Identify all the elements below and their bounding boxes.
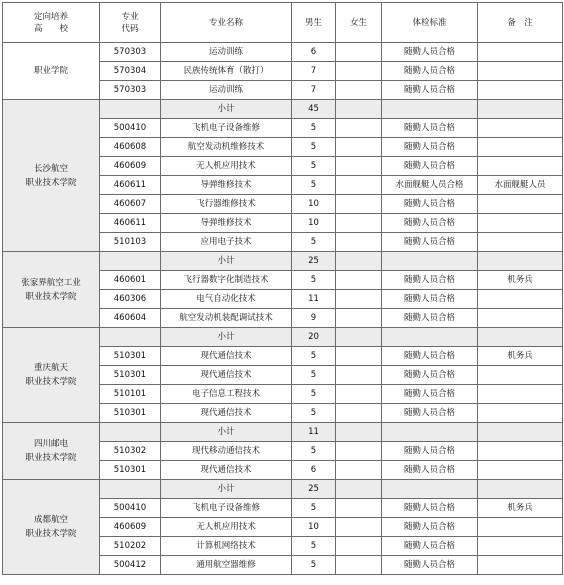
cell-male: 5 — [292, 138, 336, 157]
cell-code: 510301 — [100, 461, 161, 480]
cell-male: 10 — [292, 195, 336, 214]
cell-major: 飞行器数字化制造技术 — [161, 271, 292, 290]
cell-note — [478, 233, 563, 252]
cell-code: 500410 — [100, 499, 161, 518]
cell-exam: 随勤人员合格 — [382, 290, 478, 309]
cell-exam: 随勤人员合格 — [382, 81, 478, 100]
cell-note: 机务兵 — [478, 271, 563, 290]
table-body — [3, 3, 563, 575]
cell-note — [478, 385, 563, 404]
cell-female — [336, 366, 382, 385]
school-name: 职业学院 — [3, 43, 100, 100]
cell-major: 电气自动化技术 — [161, 290, 292, 309]
cell-note — [478, 404, 563, 423]
cell-male: 5 — [292, 347, 336, 366]
cell-female — [336, 271, 382, 290]
subtotal-code — [100, 480, 161, 499]
subtotal-label: 小计 — [161, 423, 292, 442]
cell-note — [478, 442, 563, 461]
cell-exam: 随勤人员合格 — [382, 442, 478, 461]
cell-major: 无人机应用技术 — [161, 157, 292, 176]
cell-female — [336, 62, 382, 81]
cell-note — [478, 309, 563, 328]
cell-code: 510301 — [100, 347, 161, 366]
cell-note — [478, 62, 563, 81]
cell-exam: 随勤人员合格 — [382, 271, 478, 290]
cell-note — [478, 138, 563, 157]
header-code: 专业 代码 — [100, 3, 161, 43]
subtotal-female — [336, 423, 382, 442]
cell-note — [478, 119, 563, 138]
enrollment-table — [2, 2, 563, 575]
cell-major: 现代通信技术 — [161, 461, 292, 480]
subtotal-label: 小计 — [161, 252, 292, 271]
subtotal-label: 小计 — [161, 480, 292, 499]
cell-exam: 水面舰艇人员合格 — [382, 176, 478, 195]
cell-exam: 随勤人员合格 — [382, 499, 478, 518]
cell-note — [478, 157, 563, 176]
cell-male: 5 — [292, 157, 336, 176]
cell-major: 计算机网络技术 — [161, 537, 292, 556]
cell-male: 5 — [292, 556, 336, 575]
cell-code: 460601 — [100, 271, 161, 290]
school-name: 成都航空 职业技术学院 — [3, 480, 100, 575]
cell-major: 飞行器维修技术 — [161, 195, 292, 214]
cell-exam: 随勤人员合格 — [382, 309, 478, 328]
cell-exam: 随勤人员合格 — [382, 233, 478, 252]
subtotal-row — [3, 252, 563, 271]
cell-code: 510101 — [100, 385, 161, 404]
subtotal-female — [336, 100, 382, 119]
subtotal-row — [3, 480, 563, 499]
cell-code: 570303 — [100, 43, 161, 62]
cell-note — [478, 537, 563, 556]
header-note: 备 注 — [478, 3, 563, 43]
cell-exam: 随勤人员合格 — [382, 157, 478, 176]
cell-exam: 随勤人员合格 — [382, 43, 478, 62]
cell-code: 460604 — [100, 309, 161, 328]
cell-note — [478, 518, 563, 537]
header-school: 定向培养 高 校 — [3, 3, 100, 43]
cell-code: 460306 — [100, 290, 161, 309]
subtotal-row — [3, 100, 563, 119]
cell-male: 11 — [292, 290, 336, 309]
cell-exam: 随勤人员合格 — [382, 404, 478, 423]
cell-major: 电子信息工程技术 — [161, 385, 292, 404]
school-name: 四川邮电 职业技术学院 — [3, 423, 100, 480]
cell-male: 5 — [292, 442, 336, 461]
header-row — [3, 3, 563, 43]
cell-female — [336, 347, 382, 366]
subtotal-note — [478, 423, 563, 442]
cell-code: 510301 — [100, 404, 161, 423]
subtotal-exam — [382, 100, 478, 119]
subtotal-note — [478, 328, 563, 347]
cell-female — [336, 404, 382, 423]
cell-major: 飞机电子设备维修 — [161, 119, 292, 138]
subtotal-value: 25 — [292, 252, 336, 271]
cell-major: 导弹维修技术 — [161, 176, 292, 195]
subtotal-exam — [382, 423, 478, 442]
cell-male: 5 — [292, 499, 336, 518]
subtotal-female — [336, 328, 382, 347]
cell-male: 10 — [292, 518, 336, 537]
cell-exam: 随勤人员合格 — [382, 461, 478, 480]
cell-male: 5 — [292, 271, 336, 290]
cell-code: 460609 — [100, 157, 161, 176]
cell-exam: 随勤人员合格 — [382, 385, 478, 404]
cell-female — [336, 214, 382, 233]
cell-note: 机务兵 — [478, 347, 563, 366]
subtotal-exam — [382, 328, 478, 347]
subtotal-row — [3, 423, 563, 442]
cell-exam: 随勤人员合格 — [382, 537, 478, 556]
cell-note — [478, 214, 563, 233]
cell-female — [336, 385, 382, 404]
cell-female — [336, 309, 382, 328]
cell-exam: 随勤人员合格 — [382, 138, 478, 157]
cell-exam: 随勤人员合格 — [382, 119, 478, 138]
school-name: 重庆航天 职业技术学院 — [3, 328, 100, 423]
cell-major: 航空发动机装配调试技术 — [161, 309, 292, 328]
cell-note — [478, 195, 563, 214]
cell-major: 应用电子技术 — [161, 233, 292, 252]
subtotal-code — [100, 252, 161, 271]
cell-major: 现代移动通信技术 — [161, 442, 292, 461]
cell-female — [336, 461, 382, 480]
cell-major: 无人机应用技术 — [161, 518, 292, 537]
cell-major: 现代通信技术 — [161, 366, 292, 385]
cell-male: 5 — [292, 176, 336, 195]
cell-female — [336, 195, 382, 214]
cell-female — [336, 138, 382, 157]
subtotal-code — [100, 328, 161, 347]
cell-code: 510302 — [100, 442, 161, 461]
cell-major: 民族传统体育（散打） — [161, 62, 292, 81]
table-row — [3, 43, 563, 62]
cell-female — [336, 290, 382, 309]
cell-major: 飞机电子设备维修 — [161, 499, 292, 518]
cell-female — [336, 556, 382, 575]
subtotal-note — [478, 252, 563, 271]
cell-female — [336, 499, 382, 518]
subtotal-value: 20 — [292, 328, 336, 347]
cell-female — [336, 157, 382, 176]
cell-note — [478, 43, 563, 62]
subtotal-exam — [382, 480, 478, 499]
cell-male: 10 — [292, 214, 336, 233]
cell-major: 通用航空器维修 — [161, 556, 292, 575]
cell-code: 500410 — [100, 119, 161, 138]
cell-note — [478, 366, 563, 385]
subtotal-label: 小计 — [161, 328, 292, 347]
subtotal-note — [478, 480, 563, 499]
subtotal-row — [3, 328, 563, 347]
cell-note — [478, 556, 563, 575]
subtotal-female — [336, 252, 382, 271]
header-major: 专业名称 — [161, 3, 292, 43]
subtotal-value: 11 — [292, 423, 336, 442]
cell-exam: 随勤人员合格 — [382, 195, 478, 214]
cell-exam: 随勤人员合格 — [382, 518, 478, 537]
cell-exam: 随勤人员合格 — [382, 62, 478, 81]
school-name: 张家界航空工业 职业技术学院 — [3, 252, 100, 328]
subtotal-code — [100, 423, 161, 442]
cell-note — [478, 461, 563, 480]
subtotal-value: 25 — [292, 480, 336, 499]
cell-code: 510301 — [100, 366, 161, 385]
header-male: 男生 — [292, 3, 336, 43]
cell-male: 5 — [292, 537, 336, 556]
cell-male: 5 — [292, 366, 336, 385]
cell-major: 现代通信技术 — [161, 404, 292, 423]
cell-female — [336, 43, 382, 62]
cell-male: 5 — [292, 385, 336, 404]
cell-male: 7 — [292, 62, 336, 81]
cell-note: 机务兵 — [478, 499, 563, 518]
cell-note — [478, 290, 563, 309]
cell-code: 460607 — [100, 195, 161, 214]
cell-code: 510202 — [100, 537, 161, 556]
cell-code: 570304 — [100, 62, 161, 81]
cell-code: 460608 — [100, 138, 161, 157]
cell-female — [336, 537, 382, 556]
cell-code: 460609 — [100, 518, 161, 537]
cell-code: 460611 — [100, 176, 161, 195]
cell-male: 6 — [292, 43, 336, 62]
cell-code: 570303 — [100, 81, 161, 100]
header-female: 女生 — [336, 3, 382, 43]
cell-female — [336, 233, 382, 252]
cell-major: 运动训练 — [161, 81, 292, 100]
school-name: 长沙航空 职业技术学院 — [3, 100, 100, 252]
cell-male: 5 — [292, 119, 336, 138]
subtotal-female — [336, 480, 382, 499]
cell-female — [336, 442, 382, 461]
subtotal-note — [478, 100, 563, 119]
header-exam: 体检标准 — [382, 3, 478, 43]
cell-male: 7 — [292, 81, 336, 100]
cell-major: 运动训练 — [161, 43, 292, 62]
cell-male: 9 — [292, 309, 336, 328]
subtotal-code — [100, 100, 161, 119]
cell-female — [336, 176, 382, 195]
cell-exam: 随勤人员合格 — [382, 366, 478, 385]
cell-exam: 随勤人员合格 — [382, 347, 478, 366]
cell-male: 6 — [292, 461, 336, 480]
cell-exam: 随勤人员合格 — [382, 556, 478, 575]
subtotal-label: 小计 — [161, 100, 292, 119]
cell-female — [336, 518, 382, 537]
cell-major: 导弹维修技术 — [161, 214, 292, 233]
cell-male: 5 — [292, 404, 336, 423]
cell-major: 现代通信技术 — [161, 347, 292, 366]
cell-female — [336, 81, 382, 100]
cell-exam: 随勤人员合格 — [382, 214, 478, 233]
cell-note — [478, 81, 563, 100]
cell-code: 460611 — [100, 214, 161, 233]
subtotal-exam — [382, 252, 478, 271]
cell-code: 510103 — [100, 233, 161, 252]
cell-code: 500412 — [100, 556, 161, 575]
cell-major: 航空发动机维修技术 — [161, 138, 292, 157]
cell-female — [336, 119, 382, 138]
subtotal-value: 45 — [292, 100, 336, 119]
cell-note: 水面舰艇人员 — [478, 176, 563, 195]
cell-male: 5 — [292, 233, 336, 252]
